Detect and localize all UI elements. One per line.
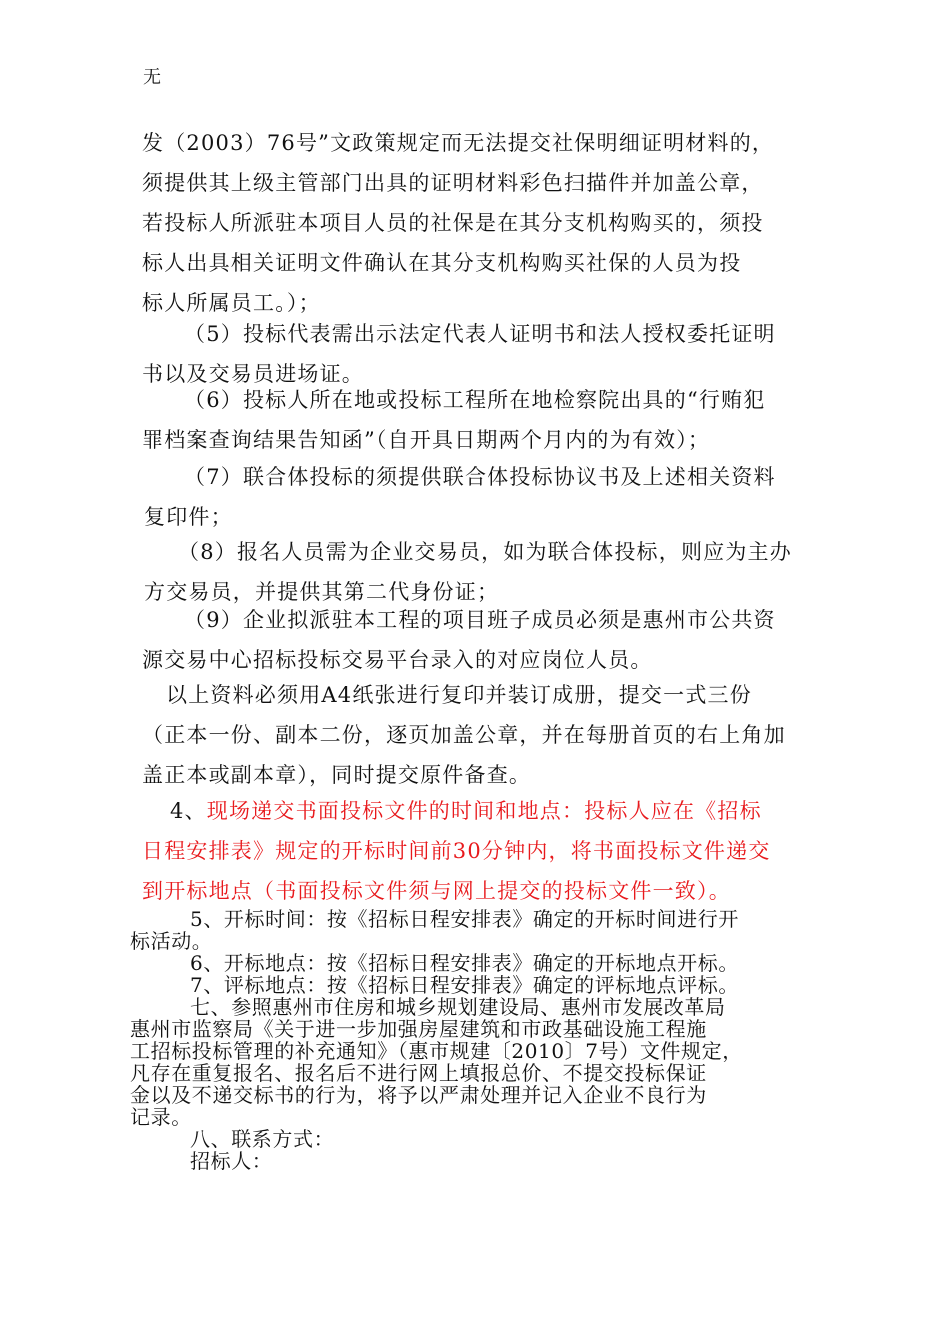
- item-6: [142, 380, 812, 460]
- text-line: 书以及交易员进场证。: [142, 362, 364, 386]
- text-line: 若投标人所派驻本项目人员的社保是在其分支机构购买的，须投: [142, 211, 764, 235]
- header-mark: 无: [143, 67, 161, 88]
- text-line: 记录。: [130, 1106, 192, 1128]
- highlight-line: 到开标地点（书面投标文件须与网上提交的投标文件一致）。: [142, 879, 731, 903]
- text-line: 源交易中心招标投标交易平台录入的对应岗位人员。: [142, 648, 653, 672]
- text-line: 6、开标地点：按《招标日程安排表》确定的开标地点开标。: [190, 952, 739, 974]
- text-line: 金以及不递交标书的行为，将予以严肃处理并记入企业不良行为: [130, 1084, 707, 1106]
- schedule-section: [130, 908, 810, 1172]
- text-line: （正本一份、副本二份，逐页加盖公章，并在每册首页的右上角加: [142, 723, 786, 747]
- text-line: 以上资料必须用A4纸张进行复印并装订成册，提交一式三份: [166, 683, 752, 707]
- paragraph-social-security: [142, 123, 812, 323]
- text-line: 标人所属员工。）；: [142, 291, 321, 315]
- item-9: [142, 600, 812, 680]
- text-line: [142, 791, 812, 831]
- text-line: 凡存在重复报名、报名后不进行网上填报总价、不提交投标保证: [130, 1062, 707, 1084]
- item-4-submission: [142, 791, 812, 911]
- text-line: 7、评标地点：按《招标日程安排表》确定的评标地点评标。: [190, 974, 739, 996]
- text-line: 复印件；: [144, 505, 233, 529]
- text-line: 发（2003）76号”文政策规定而无法提交社保明细证明材料的，: [142, 131, 775, 155]
- text-line: 招标人：: [190, 1150, 273, 1172]
- text-line: 标活动。: [130, 930, 213, 952]
- text-line: 惠州市监察局《关于进一步加强房屋建筑和市政基础设施工程施: [130, 1018, 707, 1040]
- highlight-text: 现场递交书面投标文件的时间和地点：投标人应在《招标: [206, 799, 762, 823]
- text-line: （5）投标代表需出示法定代表人证明书和法人授权委托证明: [184, 322, 776, 346]
- text-line: 标人出具相关证明文件确认在其分支机构购买社保的人员为投: [142, 251, 742, 275]
- text-line: 八、联系方式：: [190, 1128, 335, 1150]
- text-line: （9）企业拟派驻本工程的项目班子成员必须是惠州市公共资: [184, 608, 776, 632]
- label-4: 4、: [170, 799, 207, 823]
- highlight-line: 日程安排表》规定的开标时间前30分钟内，将书面投标文件递交: [142, 839, 771, 863]
- text-line: （8）报名人员需为企业交易员，如为联合体投标，则应为主办: [178, 540, 792, 564]
- paragraph-binding: [142, 675, 812, 795]
- text-line: 工招标投标管理的补充通知》（惠市规建〔2010〕7号）文件规定，: [130, 1040, 743, 1062]
- text-line: 七、参照惠州市住房和城乡规划建设局、惠州市发展改革局: [190, 996, 726, 1018]
- text-line: （6）投标人所在地或投标工程所在地检察院出具的“行贿犯: [184, 388, 766, 412]
- text-line: 罪档案查询结果告知函”（自开具日期两个月内的为有效）；: [142, 428, 711, 452]
- item-7: [142, 457, 812, 537]
- text-line: （7）联合体投标的须提供联合体投标协议书及上述相关资料: [184, 465, 776, 489]
- text-line: 须提供其上级主管部门出具的证明材料彩色扫描件并加盖公章，: [142, 171, 764, 195]
- text-line: 盖正本或副本章），同时提交原件备查。: [142, 763, 532, 787]
- text-line: 方交易员，并提供其第二代身份证；: [144, 580, 500, 604]
- text-line: 5、开标时间：按《招标日程安排表》确定的开标时间进行开: [190, 908, 739, 930]
